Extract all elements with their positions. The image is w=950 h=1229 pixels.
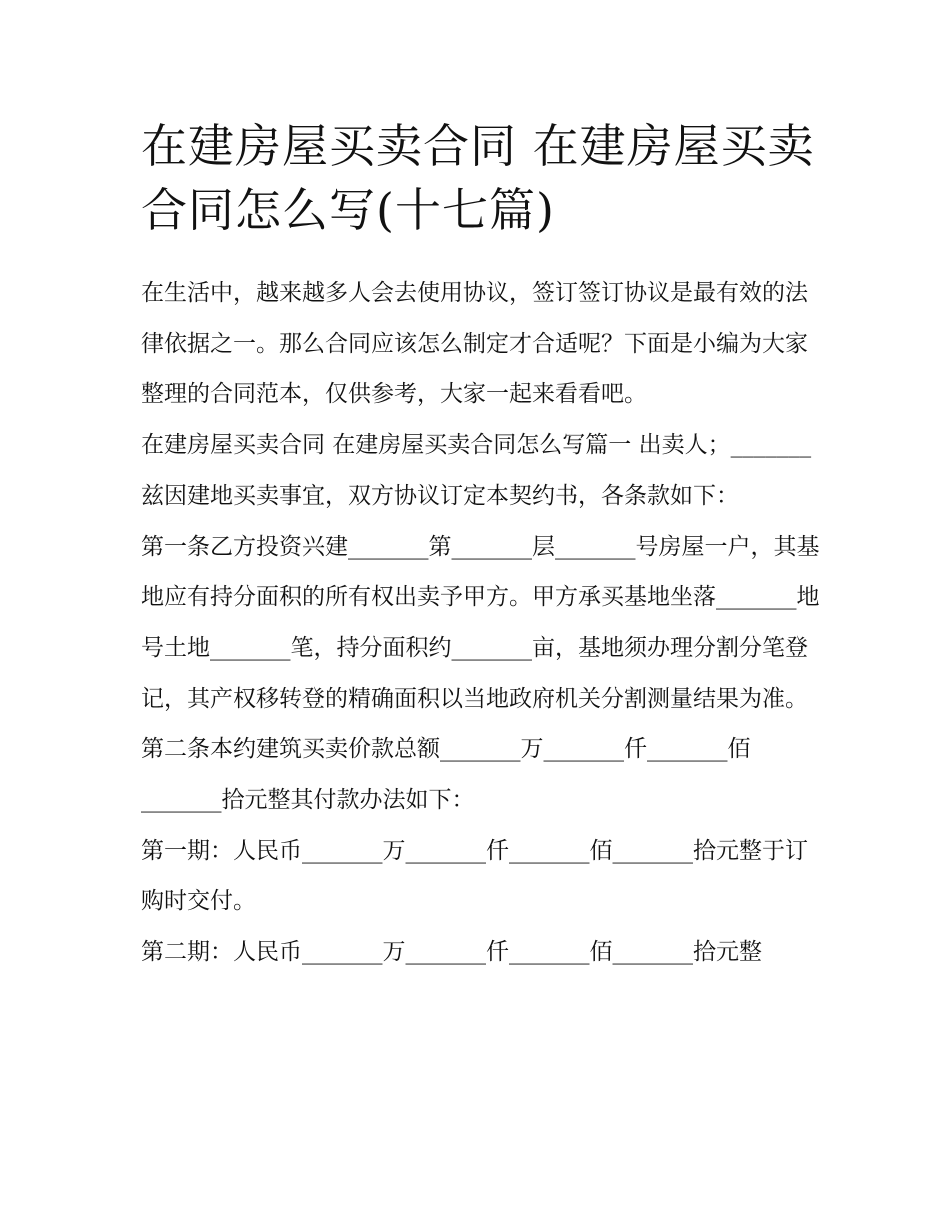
- paragraph-intro: 在生活中，越来越多人会去使用协议，签订签订协议是最有效的法律依据之一。那么合同应该怎么制定才合适呢？下面是小编为大家整理的合同范本，仅供参考，大家一起来看看吧。: [141, 280, 808, 408]
- paragraph-seller: 在建房屋买卖合同 在建房屋买卖合同怎么写篇一 出卖人；_______ 兹因建地买卖事宜，双方协议订定本契约书，各条款如下：: [141, 432, 819, 509]
- paragraph-article-2: 第二条本约建筑买卖价款总额_______万_______仟_______佰_______拾元整其付款办法如下：: [141, 736, 751, 814]
- document-title: 在建房屋买卖合同 在建房屋买卖合同怎么写(十七篇): [141, 119, 815, 237]
- document-content: [141, 114, 821, 978]
- paragraph-article-1: 第一条乙方投资兴建_______第_______层_______号房屋一户，其基地应有持分面积的所有权出卖予甲方。甲方承买基地坐落_______地号土地_______笔，持分面积约_______亩，基地须办理分割分笔登记，其产权移转登的精确面积以当地政府机关分割测量结果为准。: [141, 533, 820, 712]
- paragraph-installment-2: 第二期：人民币_______万_______仟_______佰_______拾元整: [141, 939, 762, 966]
- document-body: [141, 268, 821, 978]
- paragraph-installment-1: 第一期：人民币_______万_______仟_______佰_______拾元整于订购时交付。: [141, 837, 808, 915]
